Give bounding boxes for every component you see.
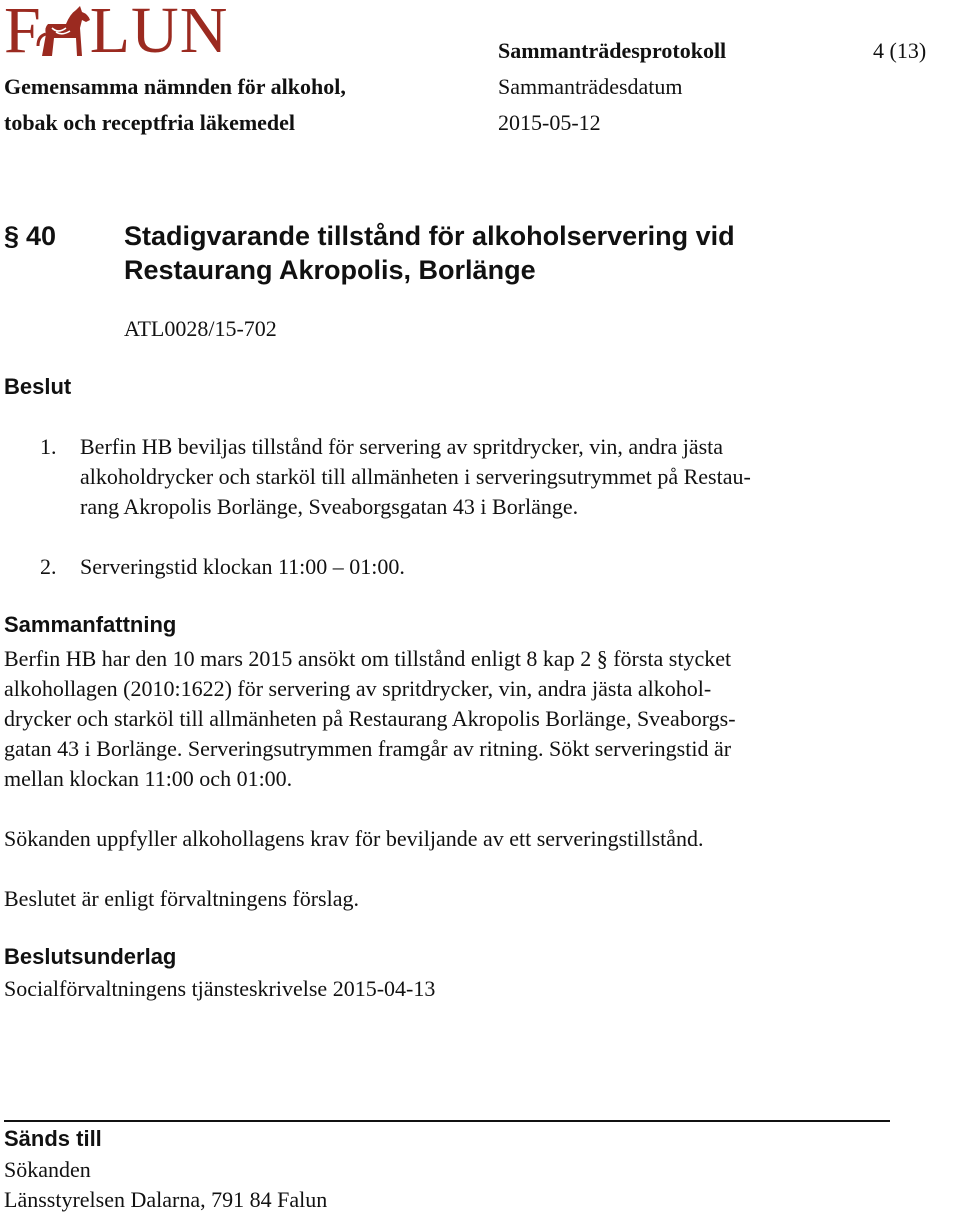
committee-name-line2: tobak och receptfria läkemedel	[4, 110, 296, 135]
summary-line: gatan 43 i Borlänge. Serveringsutrymmen framgår av ritning. Sökt serveringstid är	[4, 736, 732, 761]
meeting-date-value: 2015-05-12	[498, 110, 601, 135]
summary-paragraph-2: Sökanden uppfyller alkohollagens krav för beviljande av ett serveringstillstånd.	[4, 826, 704, 851]
logo-letters-lun: LUN	[89, 0, 229, 67]
summary-line: alkohollagen (2010:1622) för servering av spritdrycker, vin, andra jästa alkohol-	[4, 676, 712, 701]
decision-point-1-line: Berfin HB beviljas tillstånd för servering av spritdrycker, vin, andra jästa	[80, 434, 724, 459]
summary-line: mellan klockan 11:00 och 01:00.	[4, 766, 293, 791]
item-title-line2: Restaurang Akropolis, Borlänge	[124, 255, 536, 285]
page-number: 4 (13)	[873, 38, 927, 63]
item-section-mark: §	[4, 221, 20, 251]
decision-point-1-number: 1.	[40, 434, 57, 459]
recipient-2: Länsstyrelsen Dalarna, 791 84 Falun	[4, 1187, 328, 1212]
beslutsunderlag-heading: Beslutsunderlag	[4, 944, 177, 969]
summary-line: Berfin HB har den 10 mars 2015 ansökt om tillstånd enligt 8 kap 2 § första stycket	[4, 646, 732, 671]
falun-logo	[4, 0, 229, 67]
item-title-line1: Stadigvarande tillstånd för alkoholservering vid	[124, 221, 735, 251]
committee-name-line1: Gemensamma nämnden för alkohol,	[4, 74, 346, 99]
summary-line: drycker och starköl till allmänheten på Restaurang Akropolis Borlänge, Sveaborgs-	[4, 706, 736, 731]
decision-point-2: Serveringstid klockan 11:00 – 01:00.	[80, 554, 405, 579]
item-number: 40	[26, 221, 57, 251]
sammanfattning-heading: Sammanfattning	[4, 612, 177, 637]
decision-point-2-number: 2.	[40, 554, 57, 579]
summary-paragraph-1	[4, 644, 736, 794]
decision-point-1-line: rang Akropolis Borlänge, Sveaborgsgatan 43 i Borlänge.	[80, 494, 579, 519]
sands-till-heading: Sänds till	[4, 1126, 102, 1151]
divider-line	[4, 1120, 890, 1122]
dala-horse-icon	[36, 4, 94, 62]
decision-point-1	[80, 432, 751, 522]
logo-letter-f: F	[4, 0, 42, 67]
meeting-date-label: Sammanträdesdatum	[498, 74, 683, 99]
beslut-heading: Beslut	[4, 374, 72, 399]
recipient-1: Sökanden	[4, 1157, 91, 1182]
beslutsunderlag-text: Socialförvaltningens tjänsteskrivelse 2015-04-13	[4, 976, 436, 1001]
document-type: Sammanträdesprotokoll	[498, 38, 727, 63]
summary-paragraph-3: Beslutet är enligt förvaltningens förslag.	[4, 886, 359, 911]
case-number: ATL0028/15-702	[124, 316, 277, 341]
decision-point-1-line: alkoholdrycker och starköl till allmänheten i serveringsutrymmet på Restau-	[80, 464, 751, 489]
